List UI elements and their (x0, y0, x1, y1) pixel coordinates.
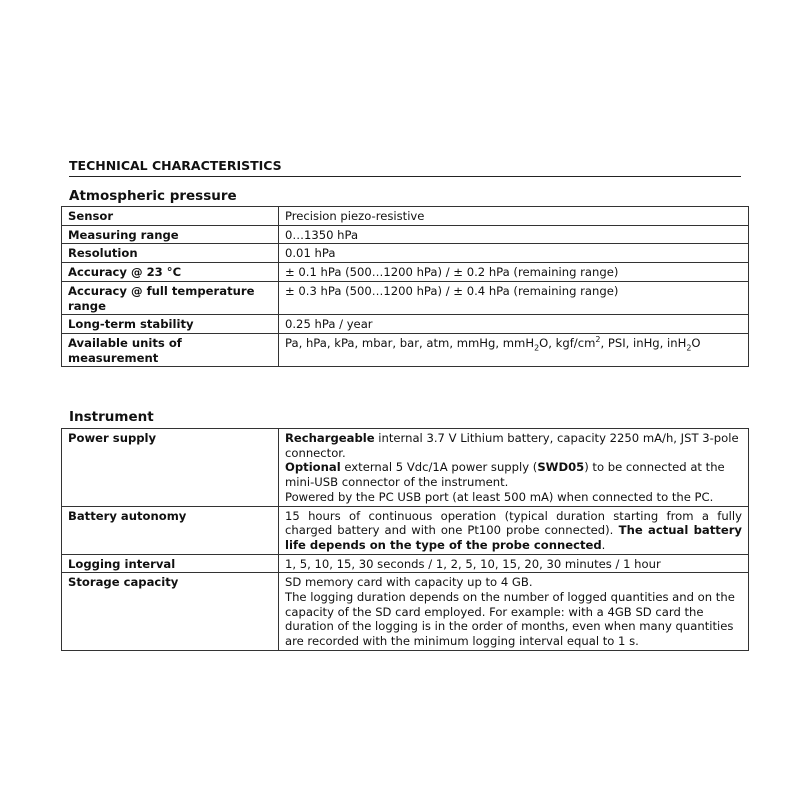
table-row (62, 333, 749, 366)
row-key: Storage capacity (62, 573, 279, 651)
row-value-power-supply (279, 429, 749, 507)
model-code: SWD05 (537, 460, 585, 475)
row-value-units (279, 333, 749, 366)
row-key: Battery autonomy (62, 506, 279, 554)
row-value: ± 0.3 hPa (500…1200 hPa) / ± 0.4 hPa (remaining range) (279, 281, 749, 314)
units-text: O (691, 335, 701, 350)
row-key: Sensor (62, 207, 279, 226)
text: internal 3.7 V Lithium battery, capacity 2250 mA/h, JST 3-pole connector. (285, 431, 739, 460)
row-value: 1, 5, 10, 15, 30 seconds / 1, 2, 5, 10, 15, 20, 30 minutes / 1 hour (279, 554, 749, 573)
section-title-atmospheric-pressure: Atmospheric pressure (69, 188, 237, 204)
table-row (62, 207, 749, 226)
table-row (62, 554, 749, 573)
bold-text: Optional (285, 460, 341, 475)
instrument-table (61, 428, 749, 651)
units-text: , PSI, inHg, inH (600, 335, 687, 350)
paragraph (285, 460, 742, 489)
row-key: Long-term stability (62, 315, 279, 334)
row-value-battery (279, 506, 749, 554)
row-key: Resolution (62, 244, 279, 263)
page-title: TECHNICAL CHARACTERISTICS (69, 158, 741, 177)
table-row (62, 225, 749, 244)
table-row (62, 506, 749, 554)
atmospheric-pressure-table (61, 206, 749, 367)
text: ) to be connected at the mini-USB connector of the instrument. (285, 460, 725, 490)
table-row (62, 281, 749, 314)
row-key: Measuring range (62, 225, 279, 244)
paragraph: The logging duration depends on the number of logged quantities and on the capacity of the SD card employed. For example: with a 4GB SD card the duration of the logging is in the order of months, even when many quantities are recorded with the minimum logging interval equal to 1 s. (285, 590, 735, 649)
text: . (601, 537, 606, 552)
row-value: Precision piezo-resistive (279, 207, 749, 226)
paragraph: Powered by the PC USB port (at least 500 mA) when connected to the PC. (285, 489, 714, 504)
subscript: 2 (686, 343, 692, 353)
row-value: 0.01 hPa (279, 244, 749, 263)
section-title-instrument: Instrument (69, 409, 154, 425)
row-key: Power supply (62, 429, 279, 507)
paragraph (285, 431, 742, 460)
bold-text: The actual battery life depends on the type of the probe connected (285, 523, 742, 552)
row-key: Logging interval (62, 554, 279, 573)
subscript: 2 (534, 343, 540, 353)
units-text: Pa, hPa, kPa, mbar, bar, atm, mmHg, mmH (285, 335, 535, 350)
text: external 5 Vdc/1A power supply ( (340, 460, 538, 475)
row-value: 0.25 hPa / year (279, 315, 749, 334)
row-key: Accuracy @ full temperature range (62, 281, 279, 314)
row-key: Accuracy @ 23 °C (62, 263, 279, 282)
table-row (62, 244, 749, 263)
table-row (62, 429, 749, 507)
row-value: ± 0.1 hPa (500…1200 hPa) / ± 0.2 hPa (remaining range) (279, 263, 749, 282)
row-value-storage (279, 573, 749, 651)
paragraph: SD memory card with capacity up to 4 GB. (285, 575, 533, 590)
row-value: 0…1350 hPa (279, 225, 749, 244)
superscript: 2 (595, 335, 601, 345)
units-text: O, kgf/cm (539, 335, 596, 350)
bold-text: Rechargeable (285, 431, 375, 445)
table-row (62, 315, 749, 334)
row-key: Available units of measurement (62, 333, 279, 366)
table-row (62, 263, 749, 282)
text: 15 hours of continuous operation (typical duration starting from a fully charged battery and with one Pt100 probe connected). (285, 508, 742, 538)
table-row (62, 573, 749, 651)
